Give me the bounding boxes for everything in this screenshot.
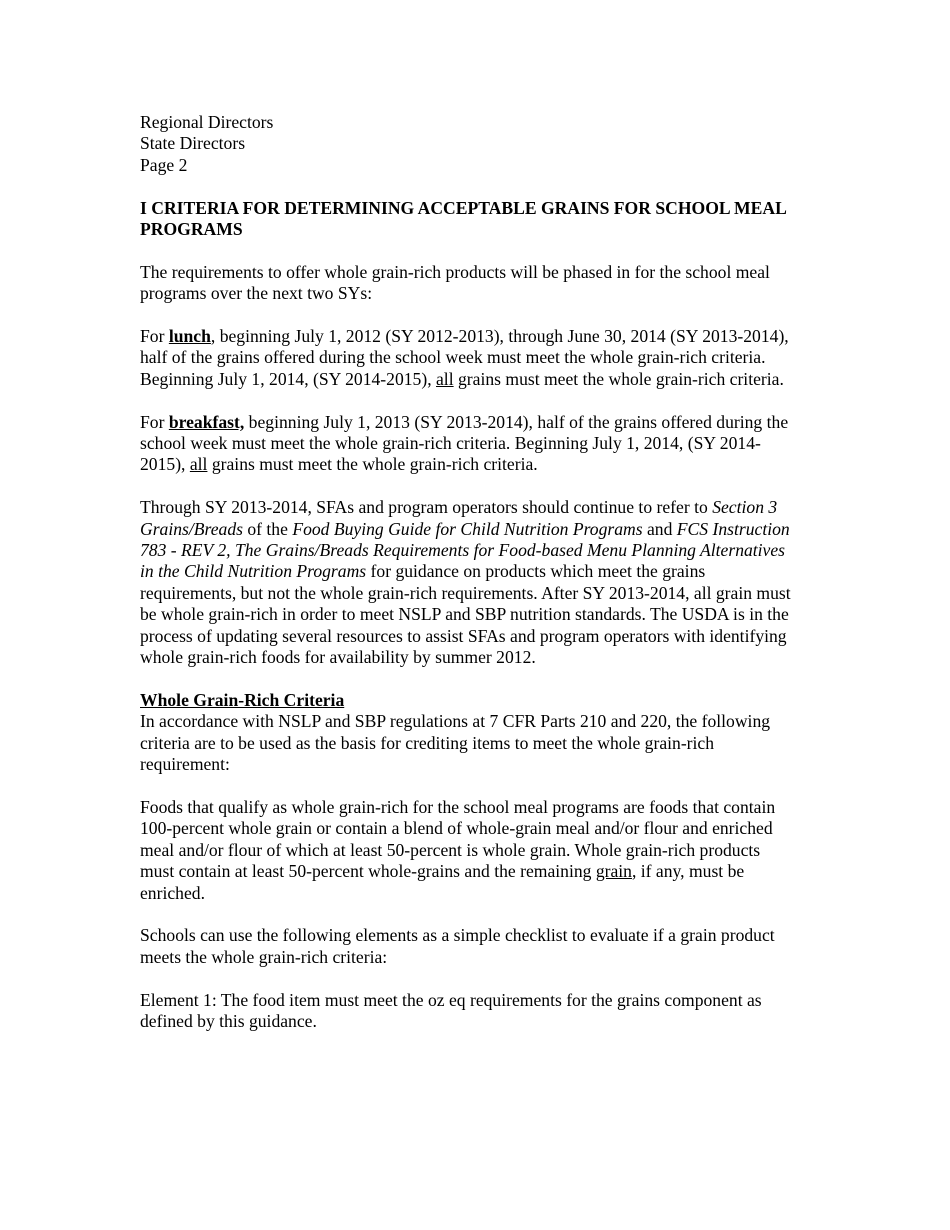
lunch-line-2: half of the grains offered during the school week must meet the whole grain-rich criteria. [140, 347, 766, 368]
element-1-line-1: Element 1: The food item must meet the oz eq requirements for the grains component as [140, 989, 762, 1010]
breakfast-lead: For [140, 411, 169, 432]
lunch-line-1 [140, 326, 840, 347]
through-line-2-mid-1: of the [242, 518, 293, 539]
breakfast-line-3 [140, 454, 840, 475]
criteria-section [140, 690, 840, 776]
breakfast-line-3-post: grains must meet the whole grain-rich criteria. [207, 454, 538, 475]
breakfast-all-emphasis: all [189, 454, 208, 475]
foods-paragraph [140, 797, 840, 904]
intro-line-1: The requirements to offer whole grain-rich products will be phased in for the school meal [140, 261, 770, 282]
criteria-heading: Whole Grain-Rich Criteria [140, 689, 345, 710]
element-1-line-2: defined by this guidance. [140, 1010, 317, 1031]
memo-header [140, 112, 840, 176]
schools-line-1: Schools can use the following elements as a simple checklist to evaluate if a grain product [140, 925, 775, 946]
breakfast-line-3-pre: 2015), [140, 454, 190, 475]
through-grains-breads: Grains/Breads [140, 518, 243, 539]
through-food-buying-guide: Food Buying Guide for Child Nutrition Programs [292, 518, 643, 539]
lunch-line-3-post: grains must meet the whole grain-rich criteria. [453, 368, 784, 389]
lunch-all-emphasis: all [436, 368, 454, 389]
through-line-4-rest: for guidance on products which meet the grains [366, 561, 706, 582]
page-number: Page 2 [140, 154, 188, 175]
lunch-keyword: lunch [168, 326, 211, 347]
lunch-lead: For [140, 326, 169, 347]
lunch-line-1-rest: , beginning July 1, 2012 (SY 2012-2013), through June 30, 2014 (SY 2013-2014), [210, 326, 789, 347]
foods-line-1: Foods that qualify as whole grain-rich for the school meal programs are foods that contain [140, 796, 776, 817]
through-line-2 [140, 519, 840, 540]
foods-line-5: enriched. [140, 882, 205, 903]
through-line-2-mid-2: and [642, 518, 677, 539]
element-1-paragraph [140, 990, 840, 1033]
breakfast-keyword: breakfast, [168, 411, 245, 432]
criteria-line-2: criteria are to be used as the basis for crediting items to meet the whole grain-rich [140, 732, 715, 753]
through-line-1 [140, 497, 840, 518]
foods-line-4 [140, 861, 840, 882]
document-page [140, 112, 840, 1032]
header-recipient-1: Regional Directors [140, 112, 274, 132]
criteria-line-1: In accordance with NSLP and SBP regulations at 7 CFR Parts 210 and 220, the following [140, 711, 771, 732]
breakfast-line-1-rest: beginning July 1, 2013 (SY 2013-2014), half of the grains offered during the [244, 411, 789, 432]
foods-line-2: 100-percent whole grain or contain a blend of whole-grain meal and/or flour and enriched [140, 818, 773, 839]
through-paragraph [140, 497, 840, 668]
header-recipient-2: State Directors [140, 133, 246, 154]
breakfast-paragraph [140, 412, 840, 476]
section-heading-line-2: PROGRAMS [140, 219, 243, 240]
section-heading-line-1: I CRITERIA FOR DETERMINING ACCEPTABLE GRAINS FOR SCHOOL MEAL [140, 197, 787, 218]
intro-line-2: programs over the next two SYs: [140, 283, 373, 304]
breakfast-line-1 [140, 412, 840, 433]
through-line-8: whole grain-rich foods for availability by summer 2012. [140, 647, 536, 668]
breakfast-line-2: school week must meet the whole grain-rich criteria. Beginning July 1, 2014, (SY 2014- [140, 433, 761, 454]
through-line-3: 783 - REV 2, The Grains/Breads Requirements for Food-based Menu Planning Alternatives [140, 540, 786, 561]
criteria-line-3: requirement: [140, 754, 230, 775]
through-line-7: process of updating several resources to assist SFAs and program operators with identifying [140, 625, 787, 646]
foods-line-3: meal and/or flour of which at least 50-percent is whole grain. Whole grain-rich products [140, 839, 761, 860]
section-heading [140, 198, 840, 241]
schools-line-2: meets the whole grain-rich criteria: [140, 946, 388, 967]
lunch-line-3 [140, 369, 840, 390]
lunch-line-3-pre: Beginning July 1, 2014, (SY 2014-2015), [140, 368, 436, 389]
foods-grain-emphasis: grain [595, 861, 632, 882]
through-cn-programs: in the Child Nutrition Programs [140, 561, 367, 582]
intro-paragraph [140, 262, 840, 305]
through-line-4 [140, 561, 840, 582]
foods-line-4-post: , if any, must be [631, 861, 745, 882]
through-section-3: Section 3 [712, 497, 778, 518]
through-line-6: be whole grain-rich in order to meet NSLP and SBP nutrition standards. The USDA is in the [140, 604, 789, 625]
lunch-paragraph [140, 326, 840, 390]
through-line-1-pre: Through SY 2013-2014, SFAs and program operators should continue to refer to [140, 497, 713, 518]
schools-paragraph [140, 925, 840, 968]
foods-line-4-pre: must contain at least 50-percent whole-grains and the remaining [140, 861, 596, 882]
through-fcs-instruction: FCS Instruction [676, 518, 790, 539]
through-line-5: requirements, but not the whole grain-rich requirements. After SY 2013-2014, all grain must [140, 582, 791, 603]
